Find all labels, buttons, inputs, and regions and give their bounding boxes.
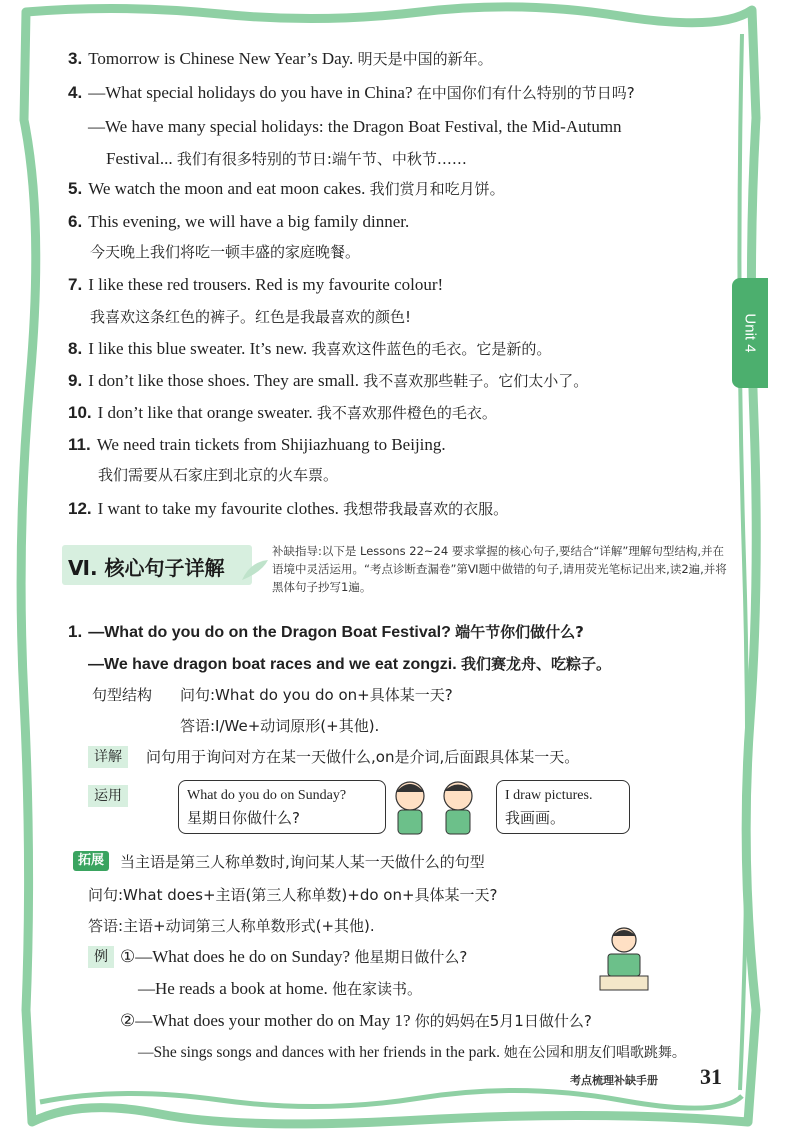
sentence-8: 8. I like this blue sweater. It’s new. 我喜欢这件蓝色的毛衣。它是新的。 [68,339,552,358]
example-1-answer: —He reads a book at home. 他在家读书。 [138,979,423,998]
children-illustration [380,776,490,842]
usage-label: 运用 [88,785,128,807]
core-sentence-answer: —We have dragon boat races and we eat zongzi. 我们赛龙舟、吃粽子。 [88,655,611,673]
explain-label: 详解 [88,746,128,768]
expand-title: 当主语是第三人称单数时,询问某人某一天做什么的句型 [120,853,485,871]
sentence-4-answer-cont: Festival... 我们有很多特别的节日:端午节、中秋节…… [106,149,467,168]
expand-answer: 答语:主语+动词第三人称单数形式(+其他). [88,917,375,935]
section-title-box [62,545,252,585]
sentence-3: 3. Tomorrow is Chinese New Year’s Day. 明天是中国的新年。 [68,49,493,68]
sentence-7-cn: 我喜欢这条红色的裤子。红色是我最喜欢的颜色! [90,308,412,326]
page-number: 31 [700,1064,722,1089]
sentence-9: 9. I don’t like those shoes. They are small. 我不喜欢那些鞋子。它们太小了。 [68,371,589,390]
sentence-6-cn: 今天晚上我们将吃一顿丰盛的家庭晚餐。 [90,243,361,261]
sentence-4-answer: —We have many special holidays: the Dragon Boat Festival, the Mid-Autumn [88,117,622,136]
sentence-5: 5. We watch the moon and eat moon cakes. 我们赏月和吃月饼。 [68,179,505,198]
section-decoration-icon [240,558,270,582]
example-1-question: ①—What does he do on Sunday? 他星期日做什么? [120,947,468,966]
section-title: Ⅵ. 核心句子详解 [68,556,225,580]
unit-side-tab-label: Unit 4 [741,313,759,353]
speech-bubble-right [496,780,630,834]
bubble-right-en: I draw pictures. [505,788,593,803]
example-label: 例 [88,946,114,968]
speech-bubble-left [178,780,386,834]
core-sentence-question: 1. —What do you do on the Dragon Boat Festival? 端午节你们做什么? [68,622,584,641]
sentence-11: 11. We need train tickets from Shijiazhuang to Beijing. [68,435,446,454]
bubble-left-cn: 星期日你做什么? [187,809,300,827]
structure-label: 句型结构 [92,686,153,704]
explain-text: 问句用于询问对方在某一天做什么,on是介词,后面跟具体某一天。 [146,748,580,766]
structure-answer: 答语:I/We+动词原形(+其他). [180,717,380,735]
example-2-question: ②—What does your mother do on May 1? 你的妈妈在5月1日做什么? [120,1011,592,1030]
sentence-7: 7. I like these red trousers. Red is my favourite colour! [68,275,444,294]
expand-label: 拓展 [73,851,109,871]
example-2-answer: —She sings songs and dances with her friends in the park. 她在公园和朋友们唱歌跳舞。 [138,1044,686,1061]
sentence-10: 10. I don’t like that orange sweater. 我不喜欢那件橙色的毛衣。 [68,403,497,422]
reading-boy-illustration [596,924,652,994]
structure-question: 问句:What do you do on+具体某一天? [180,686,453,704]
sentence-6: 6. This evening, we will have a big family dinner. [68,212,410,231]
sentence-12: 12. I want to take my favourite clothes. 我想带我最喜欢的衣服。 [68,499,509,518]
bubble-right-cn: 我画画。 [505,809,566,827]
footer-book-title: 考点梳理补缺手册 [570,1074,658,1087]
sentence-11-cn: 我们需要从石家庄到北京的火车票。 [98,466,339,484]
section-guide-text: 补缺指导:以下是 Lessons 22~24 要求掌握的核心句子,要结合“详解”理解句型结构,并在语境中灵活运用。“考点诊断查漏卷”第Ⅵ题中做错的句子,请用荧光笔标记出来,读2遍,并将黑体句子抄写1遍。 [272,544,727,594]
bubble-left-en: What do you do on Sunday? [187,788,347,803]
sentence-4-question: 4. —What special holidays do you have in China? 在中国你们有什么特别的节日吗? [68,83,635,102]
expand-question: 问句:What does+主语(第三人称单数)+do on+具体某一天? [88,886,498,904]
